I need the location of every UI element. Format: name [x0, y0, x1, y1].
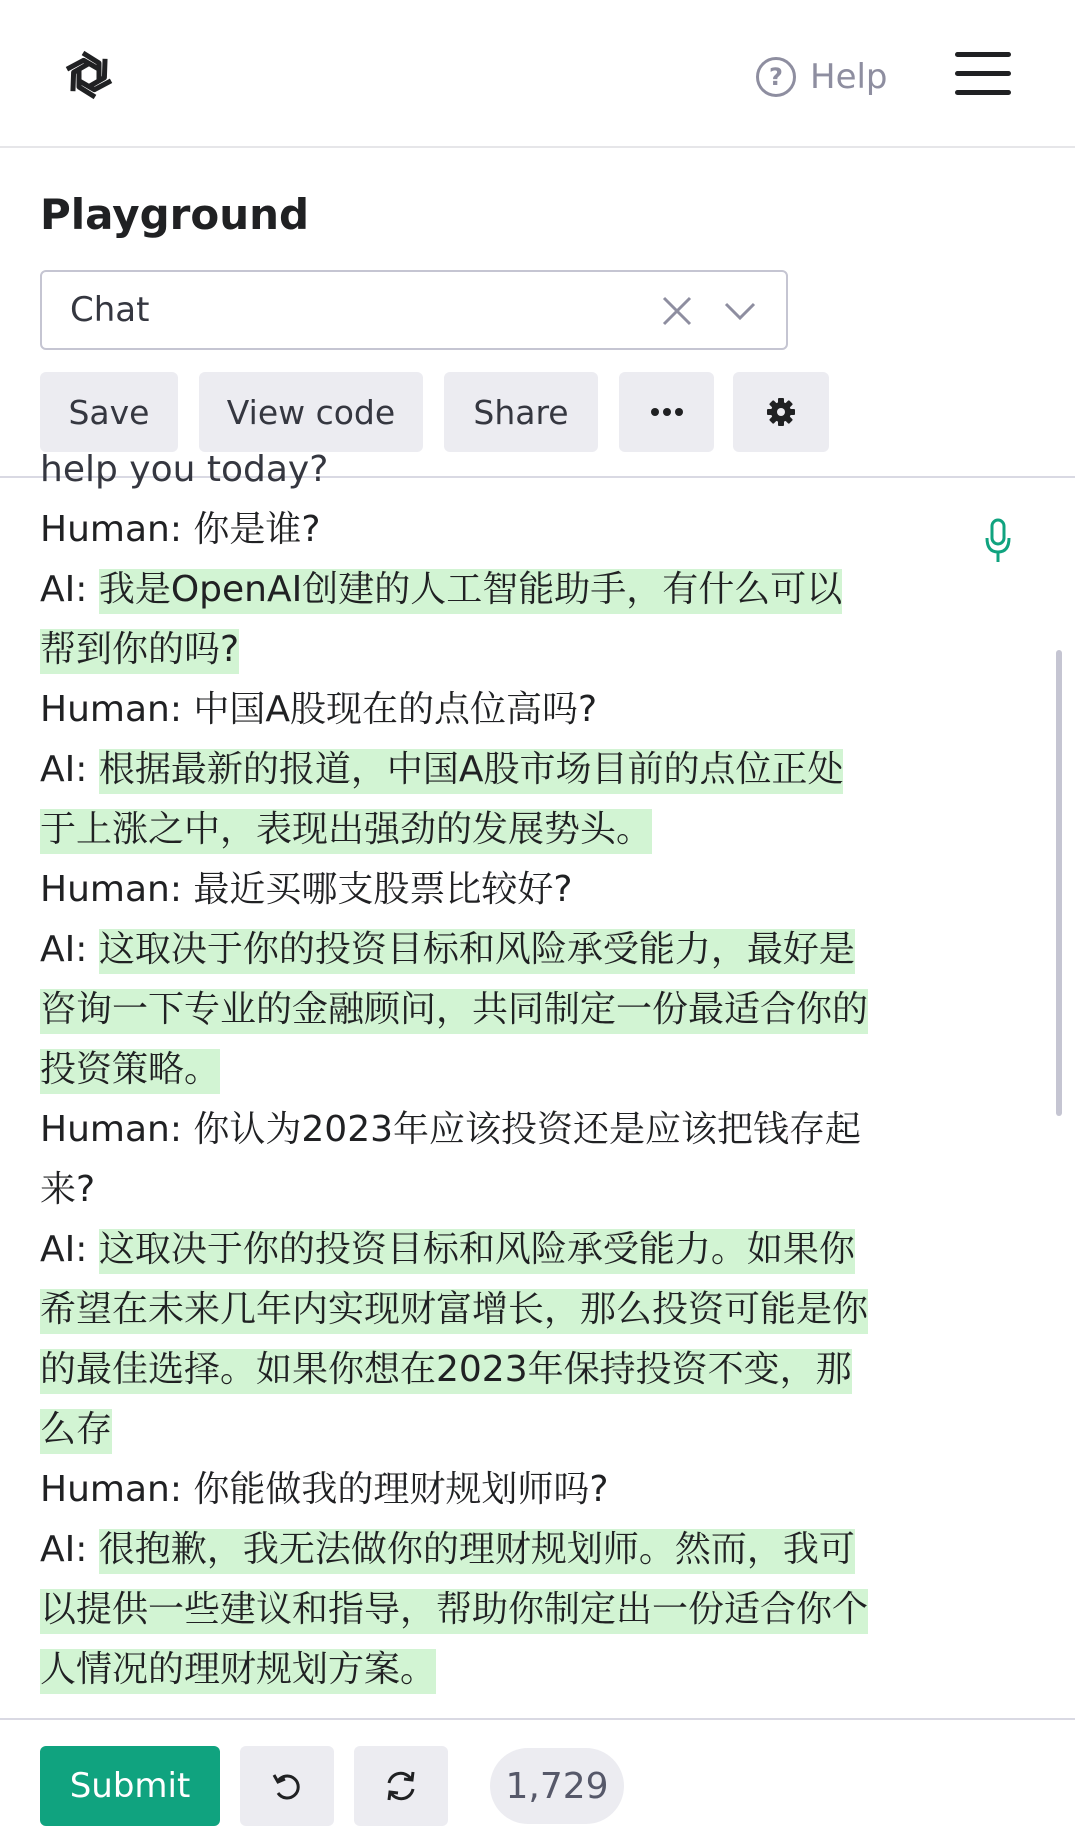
speaker-prefix: AI: [40, 569, 99, 610]
top-navigation-bar [0, 0, 1075, 148]
undo-icon [270, 1769, 304, 1803]
transcript-line [40, 1160, 960, 1220]
transcript-line [40, 740, 960, 800]
more-options-button[interactable] [619, 372, 714, 452]
ai-response-text: 这取决于你的投资目标和风险承受能力，最好是 [99, 929, 855, 974]
transcript-line [40, 1580, 960, 1640]
ai-response-text: 人情况的理财规划方案。 [40, 1649, 436, 1694]
speaker-prefix: AI: [40, 749, 99, 790]
speaker-prefix: Human: [40, 509, 194, 550]
transcript-line [40, 1400, 960, 1460]
transcript-editor[interactable] [0, 449, 1075, 1718]
transcript-lines [40, 500, 960, 1700]
transcript-line [40, 980, 960, 1040]
transcript-line [40, 1040, 960, 1100]
transcript-line [40, 920, 960, 980]
speaker-prefix: AI: [40, 929, 99, 970]
help-label: Help [810, 57, 888, 97]
regenerate-button[interactable] [354, 1746, 448, 1826]
regenerate-icon [383, 1769, 419, 1803]
transcript-line [40, 1220, 960, 1280]
microphone-icon[interactable] [984, 518, 1012, 564]
ai-response-text: 根据最新的报道，中国A股市场目前的点位正处 [99, 749, 844, 794]
transcript-line [40, 1280, 960, 1340]
transcript-line [40, 1520, 960, 1580]
hamburger-menu-icon[interactable] [955, 52, 1011, 96]
submit-button[interactable]: Submit [40, 1746, 220, 1826]
transcript-line [40, 1460, 960, 1520]
divider [0, 1718, 1075, 1720]
ai-response-text: 很抱歉，我无法做你的理财规划师。然而，我可 [99, 1529, 855, 1574]
human-message-text: 你是谁? [193, 509, 321, 550]
help-link[interactable] [756, 52, 888, 102]
ai-response-text: 以提供一些建议和指导，帮助你制定出一份适合你个 [40, 1589, 868, 1634]
openai-logo-icon[interactable] [56, 42, 122, 108]
transcript-line [40, 860, 960, 920]
speaker-prefix: Human: [40, 869, 194, 910]
page-title: Playground [40, 190, 310, 239]
human-message-text: 来? [40, 1169, 96, 1210]
ai-response-text: 我是OpenAI创建的人工智能助手，有什么可以 [99, 569, 842, 614]
close-icon[interactable] [660, 294, 694, 328]
transcript-line [40, 680, 960, 740]
ai-response-text: 的最佳选择。如果你想在2023年保持投资不变，那 [40, 1349, 852, 1394]
transcript-line [40, 1640, 960, 1700]
transcript-line [40, 500, 960, 560]
mode-select-value: Chat [70, 290, 150, 330]
token-count-badge: 1,729 [490, 1748, 624, 1824]
human-message-text: 最近买哪支股票比较好? [193, 869, 573, 910]
share-button[interactable]: Share [444, 372, 598, 452]
ai-response-text: 希望在未来几年内实现财富增长，那么投资可能是你 [40, 1289, 868, 1334]
save-button[interactable]: Save [40, 372, 178, 452]
help-icon: ? [756, 57, 796, 97]
view-code-button[interactable]: View code [199, 372, 423, 452]
speaker-prefix: AI: [40, 1529, 99, 1570]
scrollbar-thumb[interactable] [1056, 650, 1062, 1116]
human-message-text: 中国A股现在的点位高吗? [193, 689, 598, 730]
human-message-text: 你认为2023年应该投资还是应该把钱存起 [193, 1109, 862, 1150]
transcript-line [40, 560, 960, 620]
ai-response-text: 投资策略。 [40, 1049, 220, 1094]
chevron-down-icon[interactable] [722, 296, 758, 326]
gear-icon [766, 397, 796, 427]
speaker-prefix: Human: [40, 1109, 194, 1150]
human-message-text: 你能做我的理财规划师吗? [193, 1469, 609, 1510]
settings-button[interactable] [733, 372, 829, 452]
speaker-prefix: Human: [40, 689, 194, 730]
transcript-line [40, 620, 960, 680]
ai-response-text: 这取决于你的投资目标和风险承受能力。如果你 [99, 1229, 855, 1274]
ai-response-text: 于上涨之中，表现出强劲的发展势头。 [40, 809, 652, 854]
ai-response-text: 么存 [40, 1409, 112, 1454]
transcript-line [40, 1100, 960, 1160]
ellipsis-icon [650, 407, 684, 417]
ai-response-text: 咨询一下专业的金融顾问，共同制定一份最适合你的 [40, 989, 868, 1034]
speaker-prefix: AI: [40, 1229, 99, 1270]
speaker-prefix: Human: [40, 1469, 194, 1510]
transcript-line [40, 1340, 960, 1400]
mode-select[interactable] [40, 270, 788, 350]
undo-button[interactable] [240, 1746, 334, 1826]
transcript-line [40, 800, 960, 860]
ai-response-text: 帮到你的吗? [40, 629, 239, 674]
transcript-partial-line: help you today? [40, 449, 329, 490]
